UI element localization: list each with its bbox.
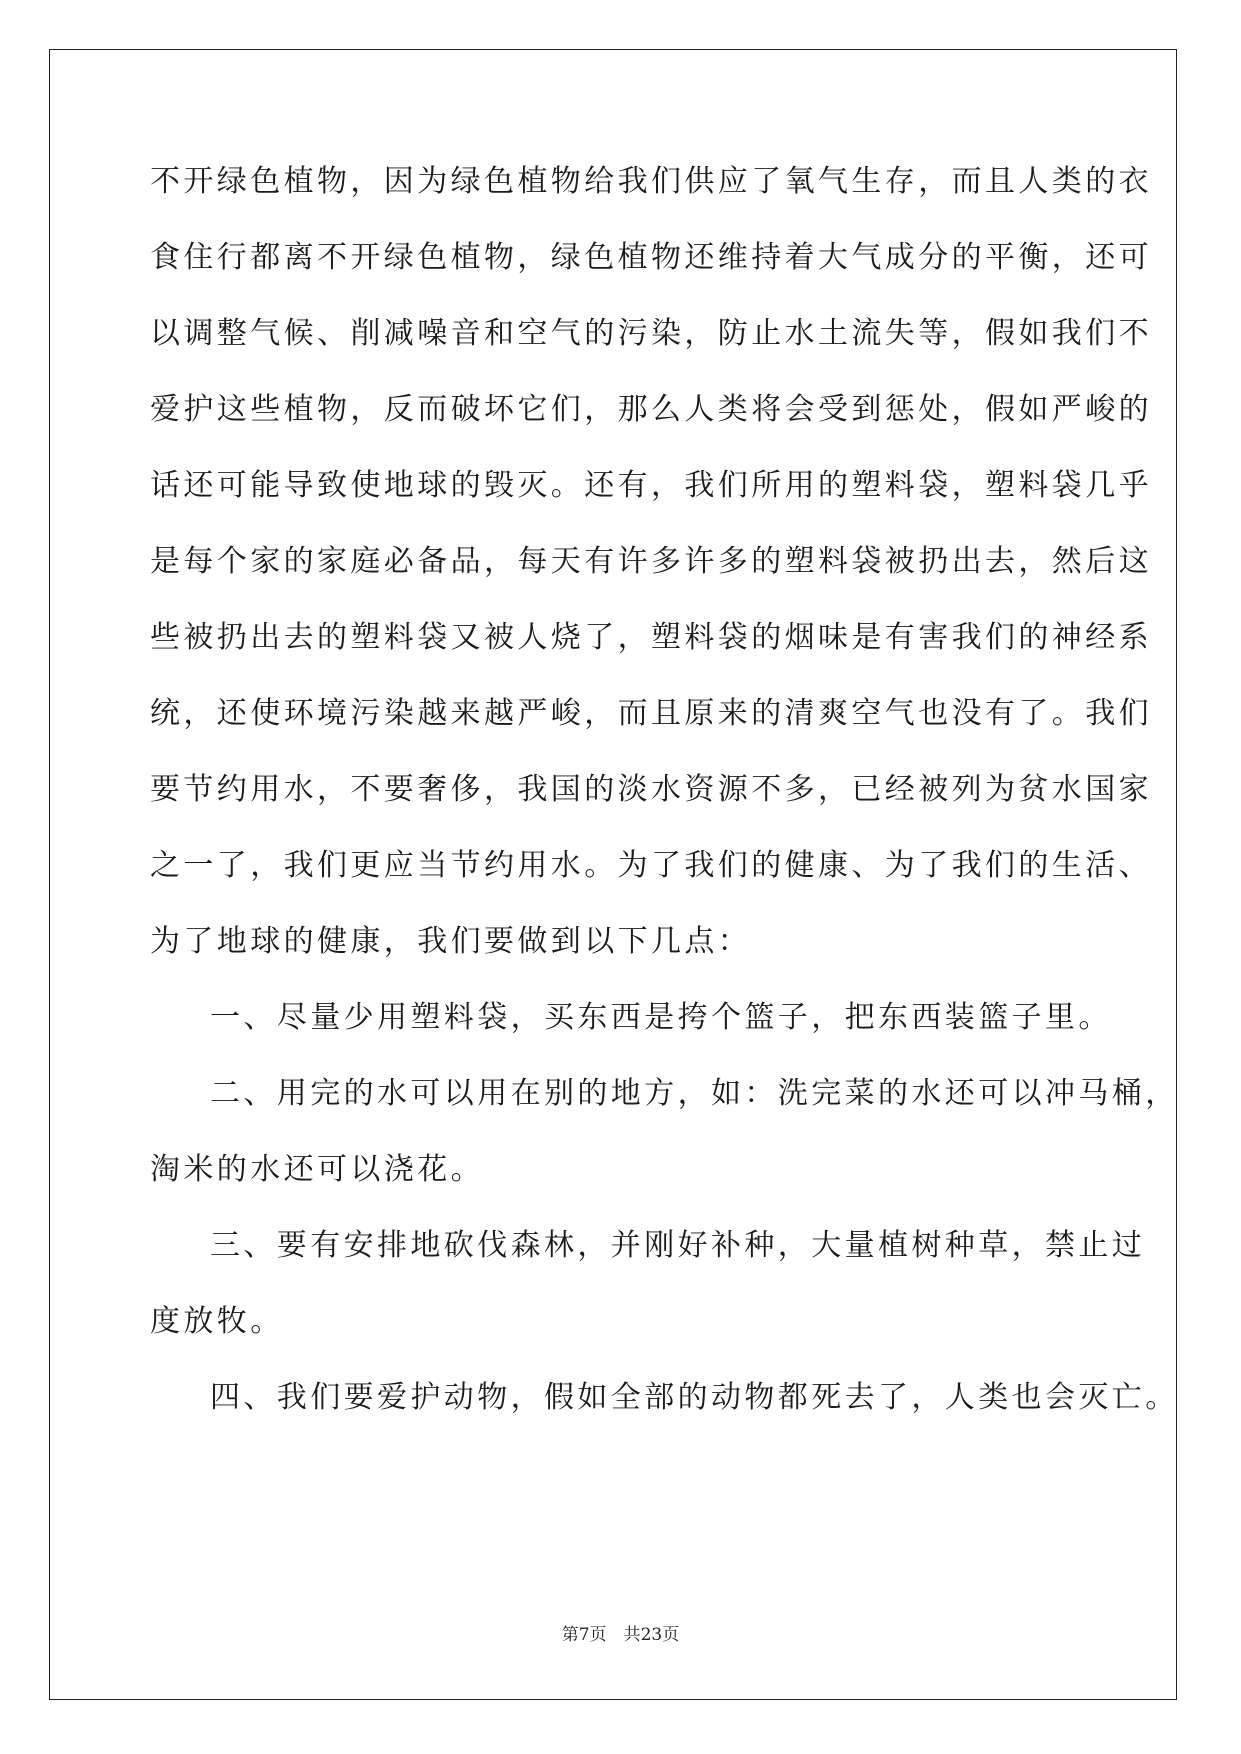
text-line: 淘米的水还可以浇花。 — [150, 1152, 484, 1187]
text-line: 统，还使环境污染越来越严峻，而且原来的清爽空气也没有了。我们 — [150, 696, 1152, 731]
text-line: 以调整气候、削减噪音和空气的污染，防止水土流失等，假如我们不 — [150, 316, 1152, 351]
text-line: 为了地球的健康，我们要做到以下几点： — [150, 924, 752, 959]
text-line: 要节约用水，不要奢侈，我国的淡水资源不多，已经被列为贫水国家 — [150, 772, 1152, 807]
list-item-3: 三、要有安排地砍伐森林，并刚好补种，大量植树种草，禁止过 — [210, 1228, 1146, 1263]
text-line: 话还可能导致使地球的毁灭。还有，我们所用的塑料袋，塑料袋几乎 — [150, 468, 1152, 503]
text-line: 之一了，我们更应当节约用水。为了我们的健康、为了我们的生活、 — [150, 848, 1152, 883]
text-line: 度放牧。 — [150, 1304, 284, 1339]
text-line: 食住行都离不开绿色植物，绿色植物还维持着大气成分的平衡，还可 — [150, 240, 1152, 275]
text-line: 是每个家的家庭必备品，每天有许多许多的塑料袋被扔出去，然后这 — [150, 544, 1152, 579]
text-line: 些被扔出去的塑料袋又被人烧了，塑料袋的烟味是有害我们的神经系 — [150, 620, 1152, 655]
page-footer: 第7页 共23页 — [561, 1625, 680, 1645]
list-item-2: 二、用完的水可以用在别的地方，如：洗完菜的水还可以冲马桶， — [210, 1076, 1179, 1111]
list-item-1: 一、尽量少用塑料袋，买东西是挎个篮子，把东西装篮子里。 — [210, 1000, 1112, 1035]
text-line: 不开绿色植物，因为绿色植物给我们供应了氧气生存，而且人类的衣 — [150, 164, 1152, 199]
text-line: 爱护这些植物，反而破坏它们，那么人类将会受到惩处，假如严峻的 — [150, 392, 1152, 427]
list-item-4: 四、我们要爱护动物，假如全部的动物都死去了，人类也会灭亡。 — [210, 1380, 1179, 1415]
